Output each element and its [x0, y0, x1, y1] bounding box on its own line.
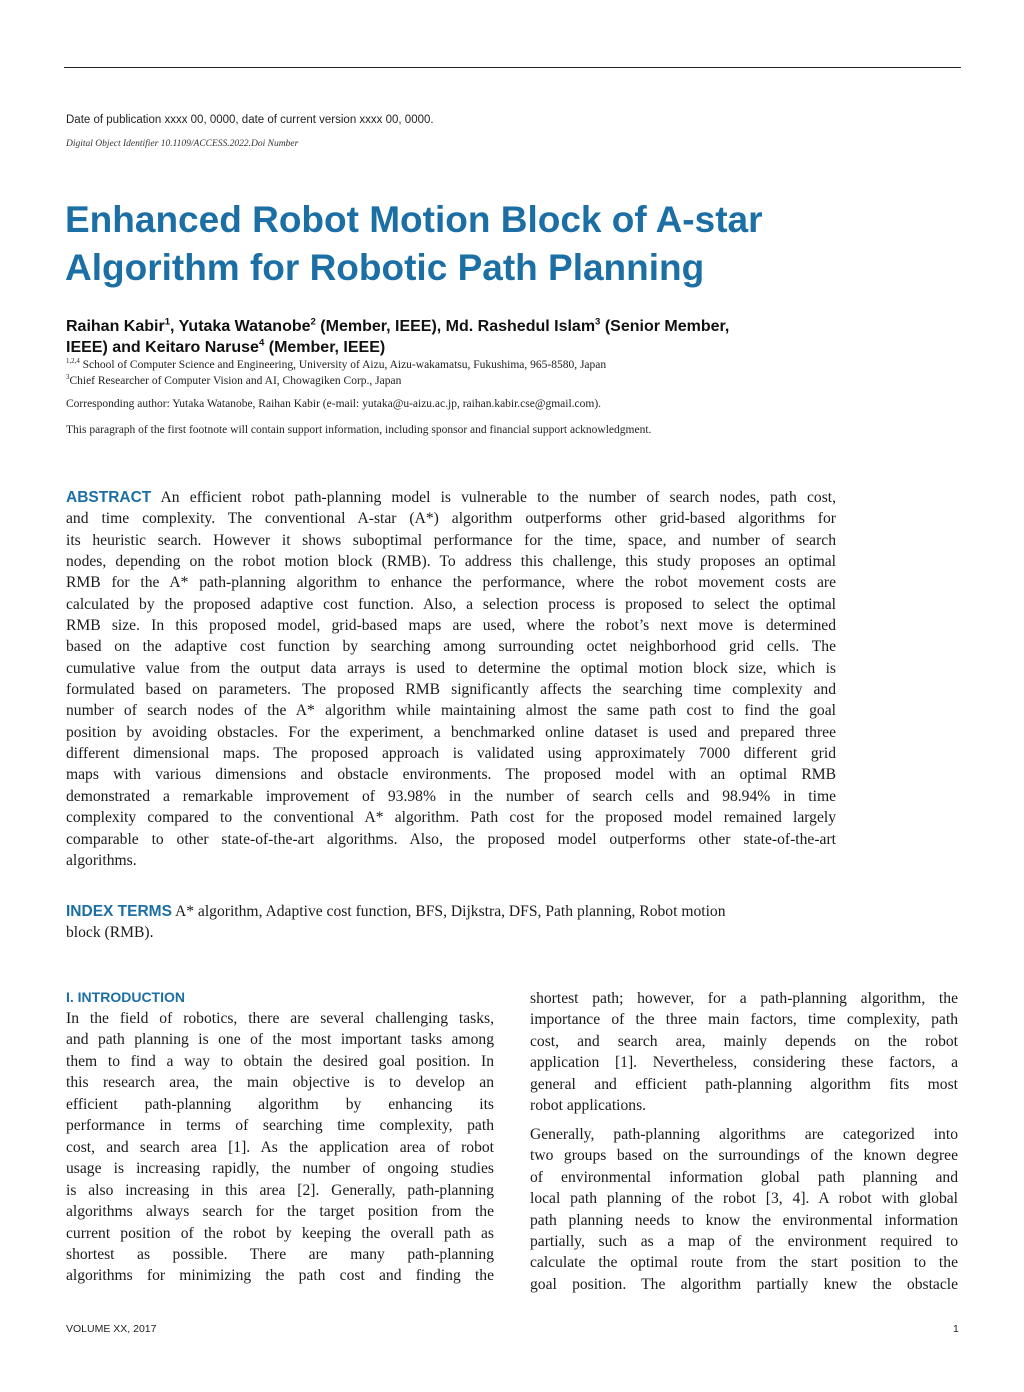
- author-line-1: [66, 316, 946, 337]
- author-text: (Member, IEEE): [264, 339, 386, 356]
- body-line: and path planning is one of the most important tasks among: [66, 1031, 494, 1049]
- author-name: , Yutaka Watanobe: [170, 318, 311, 335]
- author-superscript: 2: [310, 316, 316, 328]
- title-line-2: Algorithm for Robotic Path Planning: [65, 247, 705, 288]
- abstract-line: algorithms.: [66, 851, 137, 869]
- author-superscript: 3: [595, 316, 601, 328]
- affiliation-superscript: 1,2,4: [66, 358, 80, 366]
- abstract-line: formulated based on parameters. The proposed RMB significantly affects the searching time complexity and: [66, 681, 836, 699]
- body-line: is also increasing in this area [2]. Generally, path-planning: [66, 1181, 494, 1199]
- header-rule: [64, 67, 961, 68]
- body-line: algorithms always search for the target position from the: [66, 1203, 494, 1221]
- body-line: current position of the robot by keeping the overall path as: [66, 1224, 494, 1242]
- abstract-line: based on the adaptive cost function by searching among surrounding octet neighborhood grid cells. The: [66, 638, 836, 656]
- affiliation-1: [66, 358, 966, 373]
- first-footnote: This paragraph of the first footnote will contain support information, including sponsor and financial support acknowledgment.: [66, 424, 652, 436]
- body-line: path planning needs to know the environmental information: [530, 1211, 958, 1229]
- corresponding-author: Corresponding author: Yutaka Watanobe, Raihan Kabir (e-mail: yutaka@u-aizu.ac.jp, raihan.kabir.cse@gmail.com).: [66, 398, 602, 410]
- body-line: cost, and search area [1]. As the application area of robot: [66, 1138, 494, 1156]
- body-line: of environmental information global path planning and: [530, 1168, 958, 1186]
- body-line: local path planning of the robot [3, 4]. A robot with global: [530, 1190, 958, 1208]
- index-terms-text: A* algorithm, Adaptive cost function, BFS, Dijkstra, DFS, Path planning, Robot motion: [171, 903, 726, 920]
- abstract-line: demonstrated a remarkable improvement of 93.98% in the number of search cells and 98.94% in time: [66, 787, 836, 805]
- body-line: efficient path-planning algorithm by enhancing its: [66, 1095, 494, 1113]
- body-line: shortest path; however, for a path-planning algorithm, the: [530, 990, 958, 1007]
- body-line: importance of the three main factors, time complexity, path: [530, 1011, 958, 1029]
- abstract-line: [66, 487, 836, 508]
- author-superscript: 4: [258, 337, 265, 349]
- author-list: [66, 316, 946, 358]
- abstract-line: position by avoiding obstacles. For the experiment, a benchmarked online dataset is used and prepared three: [66, 723, 836, 741]
- abstract-text: An efficient robot path-planning model is vulnerable to the number of search nodes, path cost,: [151, 489, 836, 506]
- author-line-2: [66, 337, 946, 358]
- author-text: (Senior Member,: [600, 318, 730, 335]
- abstract-line: maps with various dimensions and obstacle environments. The proposed model with an optimal RMB: [66, 766, 836, 784]
- author-text: (Member, IEEE), Md. Rashedul Islam: [315, 318, 596, 335]
- abstract-line: cumulative value from the output data arrays is used to determine the optimal motion block size, which is: [66, 659, 836, 677]
- section-heading-introduction: I. INTRODUCTION: [66, 989, 185, 1005]
- abstract-line: comparable to other state-of-the-art algorithms. Also, the proposed model outperforms other state-of-the-art: [66, 830, 836, 848]
- paper-title: [65, 196, 965, 292]
- footer-volume: VOLUME XX, 2017: [66, 1323, 157, 1335]
- body-line: Generally, path-planning algorithms are categorized into: [530, 1125, 958, 1143]
- abstract-line: RMB for the A* path-planning algorithm to enhance the performance, where the robot movement costs are: [66, 574, 836, 592]
- publication-date: Date of publication xxxx 00, 0000, date of current version xxxx 00, 0000.: [66, 114, 434, 126]
- body-line: algorithms for minimizing the path cost and finding the: [66, 1267, 494, 1285]
- index-terms-line: [66, 901, 836, 922]
- abstract-label: ABSTRACT: [66, 489, 152, 506]
- body-line: two groups based on the surroundings of the known degree: [530, 1147, 958, 1165]
- abstract: [66, 487, 836, 871]
- abstract-line: RMB size. In this proposed model, grid-based maps are used, where the robot’s next move is determined: [66, 617, 836, 635]
- paragraph-gap: [530, 1117, 958, 1124]
- intro-right-column: [530, 988, 958, 1295]
- body-line: application [1]. Nevertheless, considering these factors, a: [530, 1054, 958, 1072]
- doi: Digital Object Identifier 10.1109/ACCESS.2022.Doi Number: [66, 139, 299, 149]
- index-terms-line: block (RMB).: [66, 924, 154, 942]
- body-line: usage is increasing rapidly, the number of ongoing studies: [66, 1160, 494, 1178]
- body-line: performance in terms of searching time complexity, path: [66, 1117, 494, 1135]
- affiliation-text: School of Computer Science and Engineering, University of Aizu, Aizu-wakamatsu, Fukushima, 965-8580, Japan: [79, 359, 607, 371]
- body-line: goal position. The algorithm partially knew the obstacle: [530, 1275, 958, 1293]
- author-text: IEEE) and Keitaro Naruse: [66, 339, 259, 356]
- affiliation-2: [66, 374, 966, 389]
- body-line: In the field of robotics, there are several challenging tasks,: [66, 1010, 494, 1027]
- affiliation-text: Chief Researcher of Computer Vision and AI, Chowagiken Corp., Japan: [69, 375, 402, 387]
- title-line-1: Enhanced Robot Motion Block of A-star: [65, 199, 763, 240]
- abstract-line: nodes, depending on the robot motion block (RMB). To address this challenge, this study proposes an optimal: [66, 553, 836, 571]
- abstract-line: complexity compared to the conventional A* algorithm. Path cost for the proposed model remained largely: [66, 809, 836, 827]
- affiliation-superscript: 3: [66, 374, 70, 382]
- body-line: them to find a way to obtain the desired goal position. In: [66, 1052, 494, 1070]
- body-line: this research area, the main objective is to develop an: [66, 1074, 494, 1092]
- body-line: calculate the optimal route from the start position to the: [530, 1254, 958, 1272]
- index-terms: [66, 901, 836, 944]
- abstract-line: different dimensional maps. The proposed approach is validated using approximately 7000 different grid: [66, 745, 836, 763]
- body-line: general and efficient path-planning algorithm fits most: [530, 1075, 958, 1093]
- body-line: robot applications.: [530, 1097, 647, 1115]
- body-line: shortest as possible. There are many path-planning: [66, 1245, 494, 1263]
- author-name: Raihan Kabir: [66, 318, 165, 335]
- abstract-line: number of search nodes of the A* algorithm while maintaining almost the same path cost to find the goal: [66, 702, 836, 720]
- abstract-line: calculated by the proposed adaptive cost function. Also, a selection process is proposed to select the optimal: [66, 595, 836, 613]
- abstract-line: and time complexity. The conventional A-star (A*) algorithm outperforms other grid-based algorithms for: [66, 510, 836, 528]
- footer-page-number: 1: [953, 1323, 959, 1335]
- intro-left-column: [66, 1008, 494, 1287]
- index-terms-label: INDEX TERMS: [66, 903, 172, 920]
- abstract-line: its heuristic search. However it shows suboptimal performance for the time, space, and number of search: [66, 531, 836, 549]
- body-line: cost, and search area, mainly depends on the robot: [530, 1032, 958, 1050]
- body-line: partially, such as a map of the environment required to: [530, 1232, 958, 1250]
- author-superscript: 1: [164, 316, 171, 328]
